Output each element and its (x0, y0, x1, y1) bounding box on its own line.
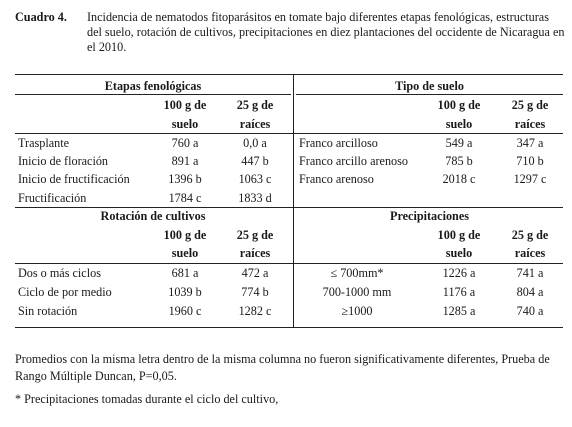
col-header-suelo-100g-lower-right: 100 g de (437, 228, 481, 242)
rotacion-v2: 472 a (241, 266, 269, 280)
col-header-raices-25g-lower-2: raíces (239, 246, 271, 260)
precip-v1: 1176 a (442, 285, 476, 299)
col-header-suelo-100g-lower-2: suelo (171, 246, 199, 260)
header-precipitaciones: Precipitaciones (390, 209, 469, 223)
precip-v2: 740 a (516, 304, 544, 318)
col-header-suelo-100g-right-2: suelo (445, 117, 473, 131)
suelo-label: Franco arenoso (299, 172, 374, 186)
col-header-raices-25g-2: raíces (239, 117, 271, 131)
rotacion-label: Sin rotación (18, 304, 78, 318)
col-header-raices-25g: 25 g de (236, 98, 274, 112)
col-header-raices-25g-right: 25 g de (511, 98, 549, 112)
precip-v1: 1285 a (442, 304, 476, 318)
mid-rule (15, 207, 563, 208)
etapas-v2: 447 b (241, 154, 269, 168)
rotacion-v1: 1039 b (168, 285, 202, 299)
suelo-label: Franco arcillo arenoso (299, 154, 408, 168)
header-rule-right (296, 94, 563, 95)
suelo-v1: 2018 c (442, 172, 476, 186)
precip-label: ≤ 700mm* (330, 266, 384, 280)
header-rotacion: Rotación de cultivos (100, 209, 206, 223)
subheader-rule-2 (15, 263, 563, 264)
precip-v1: 1226 a (442, 266, 476, 280)
etapas-v1: 1784 c (168, 191, 202, 205)
col-header-suelo-100g: 100 g de (163, 98, 207, 112)
rotacion-v1: 681 a (171, 266, 199, 280)
header-rule-left (15, 94, 291, 95)
header-suelo: Tipo de suelo (395, 79, 464, 93)
etapas-label: Inicio de floración (18, 154, 109, 168)
bottom-rule (15, 327, 563, 328)
column-divider (293, 74, 294, 327)
caption-number: Cuadro 4. (15, 10, 67, 24)
suelo-v2: 1297 c (513, 172, 547, 186)
top-rule (15, 74, 563, 75)
col-header-raices-25g-right-2: raíces (514, 117, 546, 131)
etapas-label: Inicio de fructificación (18, 172, 130, 186)
rotacion-v1: 1960 c (168, 304, 202, 318)
suelo-v2: 347 a (516, 136, 544, 150)
suelo-v2: 710 b (516, 154, 544, 168)
col-header-suelo-100g-lower-right-2: suelo (445, 246, 473, 260)
col-header-raices-25g-lower-right: 25 g de (511, 228, 549, 242)
rotacion-label: Dos o más ciclos (18, 266, 101, 280)
rotacion-label: Ciclo de por medio (18, 285, 112, 299)
precip-label: 700-1000 mm (322, 285, 392, 299)
etapas-v1: 1396 b (168, 172, 202, 186)
footnote-duncan: Promedios con la misma letra dentro de la misma columna no fueron significativamente diferentes, Prueba de Rango Múltiple Duncan, P=0,05. (15, 352, 550, 383)
rotacion-v2: 774 b (241, 285, 269, 299)
col-header-raices-25g-lower: 25 g de (236, 228, 274, 242)
col-header-suelo-100g-lower: 100 g de (163, 228, 207, 242)
etapas-v2: 0,0 a (243, 136, 267, 150)
rotacion-v2: 1282 c (238, 304, 272, 318)
etapas-v2: 1833 d (238, 191, 272, 205)
precip-v2: 804 a (516, 285, 544, 299)
precip-v2: 741 a (516, 266, 544, 280)
suelo-v1: 549 a (445, 136, 473, 150)
etapas-v2: 1063 c (238, 172, 272, 186)
etapas-label: Trasplante (18, 136, 70, 150)
suelo-v1: 785 b (445, 154, 473, 168)
suelo-label: Franco arcilloso (299, 136, 378, 150)
col-header-suelo-100g-2: suelo (171, 117, 199, 131)
caption-text: Incidencia de nematodos fitoparásitos en tomate bajo diferentes etapas fenológicas, estructuras del suelo, rotación de cultivos, precipitaciones en diez plantaciones del occidente de Nicaragua en el 2010. (87, 10, 565, 54)
col-header-suelo-100g-right: 100 g de (437, 98, 481, 112)
footnote-precipitation: * Precipitaciones tomadas durante el ciclo del cultivo, (15, 392, 279, 406)
etapas-v1: 891 a (171, 154, 199, 168)
etapas-label: Fructificación (18, 191, 87, 205)
header-etapas: Etapas fenológicas (104, 79, 202, 93)
subheader-rule (15, 133, 563, 134)
col-header-raices-25g-lower-right-2: raíces (514, 246, 546, 260)
precip-label: ≥1000 (341, 304, 373, 318)
etapas-v1: 760 a (171, 136, 199, 150)
